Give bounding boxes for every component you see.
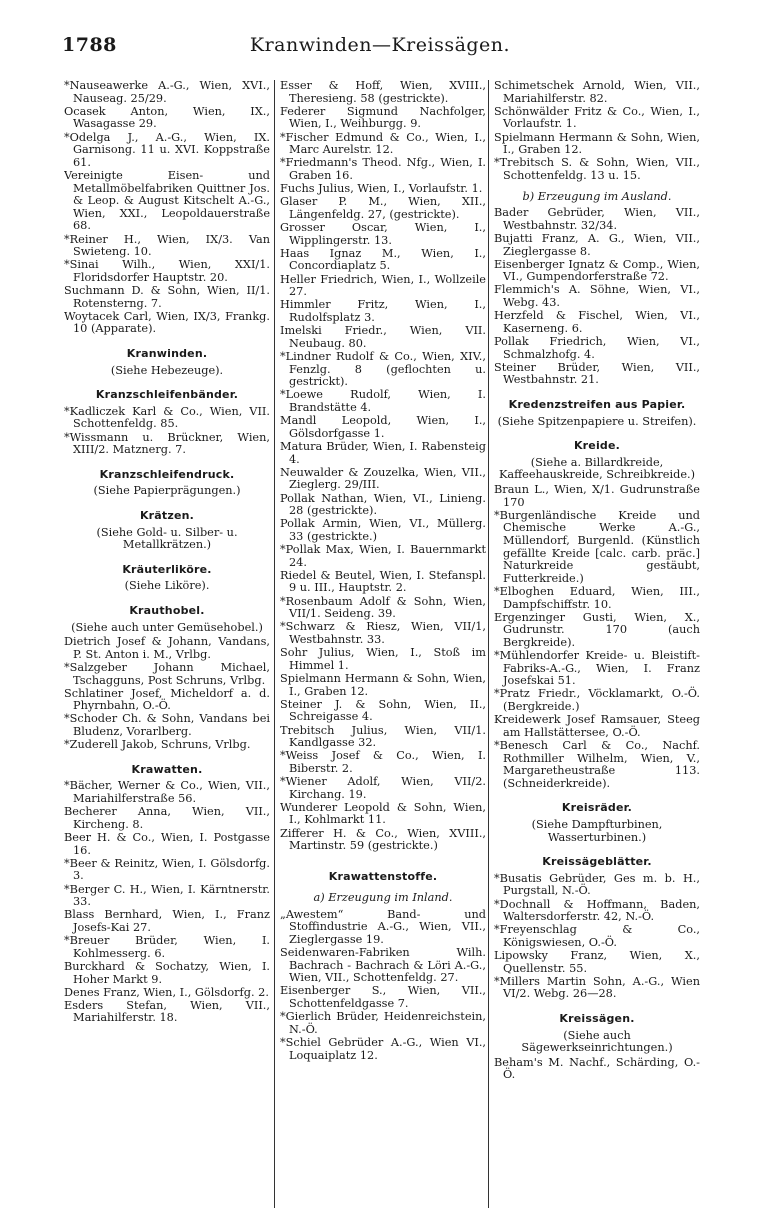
cross-reference-note: (Siehe auch unter Gemüsehobel.) (71, 620, 263, 634)
column-2 (280, 80, 486, 1220)
directory-entry: *Friedmann's Theod. Nfg., Wien, I. Graben 16. (280, 156, 486, 182)
directory-entry: Herzfeld & Fischel, Wien, VI., Kaserneng. 6. (494, 309, 700, 335)
directory-entry: *Dochnall & Hoffmann, Baden, Waltersdorferstr. 42, N.-Ö. (494, 897, 700, 924)
column-1 (64, 80, 270, 1220)
directory-entry: *Salzgeber Johann Michael, Tschagguns, Post Schruns, Vrlbg. (64, 660, 270, 687)
cross-reference-note: (Siehe a. Billardkreide, Kaffeehauskreide, Schreibkreide.) (498, 455, 696, 482)
column-divider (488, 80, 489, 1208)
directory-entry: Steiner J. & Sohn, Wien, II., Schreigasse 4. (280, 697, 486, 724)
directory-entry: Haas Ignaz M., Wien, I., Concordiaplatz 5. (280, 246, 486, 273)
column-divider (274, 80, 275, 1208)
directory-entry: Wunderer Leopold & Sohn, Wien, I., Kohlmarkt 11. (280, 800, 486, 827)
page-number: 1788 (62, 34, 117, 56)
directory-entry: *Busatis Gebrüder, Ges m. b. H., Purgstall, N.-Ö. (494, 871, 700, 898)
directory-entry: Flemmich's A. Söhne, Wien, VI., Webg. 43. (494, 283, 700, 310)
directory-entry: *Beer & Reinitz, Wien, I. Gölsdorfg. 3. (64, 856, 270, 883)
directory-entry: Beer H. & Co., Wien, I. Postgasse 16. (64, 831, 270, 857)
directory-entry: Eisenberger Ignatz & Comp., Wien, VI., Gumpendorferstraße 72. (494, 257, 700, 284)
directory-entry: *Lindner Rudolf & Co., Wien, XIV., Fenzlg. 8 (geflochten u. gestrickt). (280, 350, 486, 389)
directory-entry: Himmler Fritz, Wien, I., Rudolfsplatz 3. (280, 298, 486, 325)
directory-entry: *Gierlich Brüder, Heidenreichstein, N.-Ö. (280, 1010, 486, 1036)
section-heading: Kredenzstreifen aus Papier. (508, 398, 686, 411)
directory-entry: Spielmann Hermann & Sohn, Wien, I., Graben 12. (494, 130, 700, 157)
directory-entry: Burckhard & Sochatzy, Wien, I. Hoher Markt 9. (64, 959, 270, 986)
directory-entry: Kreidewerk Josef Ramsauer, Steeg am Hallstättersee, O.-Ö. (494, 713, 700, 739)
directory-entry: *Freyenschlag & Co., Königswiesen, O.-Ö. (494, 923, 700, 949)
directory-entry: Dietrich Josef & Johann, Vandans, P. St. Anton i. M., Vrlbg. (64, 635, 270, 661)
section-heading: Kreissägeblätter. (542, 855, 652, 869)
directory-entry: Bujatti Franz, A. G., Wien, VII., Zieglergasse 8. (494, 231, 700, 258)
directory-entry: *Berger C. H., Wien, I. Kärntnerstr. 33. (64, 882, 270, 909)
directory-entry: Heller Friedrich, Wien, I., Wollzeile 27. (280, 272, 486, 299)
directory-entry: Braun L., Wien, X/1. Gudrunstraße 170 (494, 482, 700, 509)
section-heading: Kranwinden. (126, 347, 208, 361)
directory-entry: Schönwälder Fritz & Co., Wien, I., Vorlaufstr. 1. (494, 104, 700, 131)
directory-entry: Seidenwaren-Fabriken Wilh. Bachrach - Bachrach & Löri A.-G., Wien, VII., Schottenfeldg. 27. (280, 946, 486, 985)
directory-entry: *Schwarz & Riesz, Wien, VII/1, Westbahnstr. 33. (280, 620, 486, 646)
directory-entry: *Loewe Rudolf, Wien, I. Brandstätte 4. (280, 388, 486, 414)
spacer (280, 853, 486, 859)
directory-entry: *Wissmann u. Brückner, Wien, XIII/2. Matznerg. 7. (64, 430, 270, 457)
directory-entry: Imelski Friedr., Wien, VII. Neubaug. 80. (280, 324, 486, 350)
section-heading: Krawattenstoffe. (328, 870, 438, 884)
directory-entry: Federer Sigmund Nachfolger, Wien, I., Weihburgg. 9. (280, 104, 486, 131)
cross-reference-note: (Siehe Papierprägungen.) (93, 484, 241, 498)
directory-entry: Schlatiner Josef, Micheldorf a. d. Phyrnbahn, O.-Ö. (64, 686, 270, 713)
directory-entry: Fuchs Julius, Wien, I., Vorlaufstr. 1. (280, 182, 483, 196)
directory-entry: Riedel & Beutel, Wien, I. Stefanspl. 9 u. III., Hauptstr. 2. (280, 568, 486, 595)
directory-entry: Glaser P. M., Wien, XII., Längenfeldg. 27, (gestrickte). (280, 195, 486, 221)
directory-entry: Pollak Nathan, Wien, VI., Linieng. 28 (gestrickte). (280, 491, 486, 518)
directory-entry: Matura Brüder, Wien, I. Rabensteig 4. (280, 439, 486, 466)
section-heading: Krawatten. (131, 762, 203, 776)
page-title: Kranwinden—Kreissägen. (249, 34, 511, 56)
directory-entry: Beham's M. Nachf., Schärding, O.-Ö. (494, 1055, 700, 1082)
directory-entry: Woytacek Carl, Wien, IX/3, Frankg. 10 (Apparate). (64, 309, 270, 336)
directory-entry: *Pollak Max, Wien, I. Bauernmarkt 24. (280, 543, 486, 569)
section-heading: Kreisräder. (561, 801, 633, 815)
directory-entry: *Schoder Ch. & Sohn, Vandans bei Bludenz, Vorarlberg. (64, 712, 270, 739)
directory-entry: Pollak Friedrich, Wien, VI., Schmalzhofg. 4. (494, 335, 700, 361)
section-heading: Kranzschleifenbänder. (95, 388, 239, 402)
directory-entry: Sohr Julius, Wien, I., Stoß im Himmel 1. (280, 646, 486, 672)
directory-entry: *Mühlendorfer Kreide- u. Bleistift-Fabriks-A.-G., Wien, I. Franz Josefskai 51. (494, 649, 700, 688)
directory-entry: *Burgenländische Kreide und Chemische Werke A.-G., Müllendorf, Burgenld. (Künstlich gefällte Kreide [calc. carb. präc.] Naturkreide gestäubt, Futterkreide.) (494, 508, 700, 585)
directory-entry: Ergenzinger Gusti, Wien, X., Gudrunstr. 170 (auch Bergkreide). (494, 610, 700, 649)
cross-reference-note: (Siehe auch Sägewerkseinrichtungen.) (521, 1028, 673, 1055)
directory-entry: Neuwalder & Zouzelka, Wien, VII., Zieglerg. 29/III. (280, 465, 486, 492)
section-heading: Kreissägen. (559, 1012, 635, 1026)
directory-entry: *Bächer, Werner & Co., Wien, VII., Mariahilferstraße 56. (64, 779, 270, 806)
section-heading: Kreide. (573, 439, 621, 453)
section-heading: Kräuterliköre. (122, 562, 212, 576)
directory-entry: Schimetschek Arnold, Wien, VII., Mariahilferstr. 82. (494, 80, 700, 105)
directory-entry: *Breuer Brüder, Wien, I. Kohlmesserg. 6. (64, 934, 270, 960)
directory-entry: Lipowsky Franz, Wien, X., Quellenstr. 55. (494, 949, 700, 975)
directory-entry: *Zuderell Jakob, Schruns, Vrlbg. (64, 738, 251, 752)
cross-reference-note: (Siehe Dampfturbinen, Wasserturbinen.) (531, 817, 663, 844)
directory-entry: Denes Franz, Wien, I., Gölsdorfg. 2. (64, 985, 269, 999)
section-heading: Kranzschleifendruck. (99, 467, 235, 481)
page-header (0, 32, 760, 68)
directory-entry: Blass Bernhard, Wien, I., Franz Josefs-Kai 27. (64, 908, 270, 934)
directory-entry: *Millers Martin Sohn, A.-G., Wien VI/2. Webg. 26—28. (494, 974, 700, 1001)
directory-entry: Mandl Leopold, Wien, I., Gölsdorfgasse 1. (280, 414, 486, 440)
directory-entry: Spielmann Hermann & Sohn, Wien, I., Graben 12. (280, 671, 486, 698)
directory-entry: „Awestem“ Band- und Stoffindustrie A.-G., Wien, VII., Zieglergasse 19. (280, 907, 486, 946)
directory-entry: *Sinai Wilh., Wien, XXI/1. Floridsdorfer Hauptstr. 20. (64, 258, 270, 284)
directory-entry: Suchmann D. & Sohn, Wien, II/1. Rotensterng. 7. (64, 284, 270, 310)
directory-entry: Esders Stefan, Wien, VII., Mariahilferstr. 18. (64, 998, 270, 1025)
cross-reference-note: (Siehe Liköre). (124, 579, 210, 593)
directory-entry: *Trebitsch S. & Sohn, Wien, VII., Schottenfeldg. 13 u. 15. (494, 156, 700, 182)
directory-entry: *Schiel Gebrüder A.-G., Wien VI., Loquaiplatz 12. (280, 1035, 486, 1062)
directory-entry: Esser & Hoff, Wien, XVIII., Theresieng. 58 (gestrickte). (280, 80, 486, 105)
cross-reference-note: (Siehe Hebezeuge). (110, 363, 224, 377)
subsection-heading: a) Erzeugung im Inland. (313, 891, 453, 905)
directory-entry: *Kadliczek Karl & Co., Wien, VII. Schottenfeldg. 85. (64, 404, 270, 431)
directory-entry: *Benesch Carl & Co., Nachf. Rothmiller Wilhelm, Wien, V., Margaretheustraße 113. (Schneiderkreide). (494, 739, 700, 790)
cross-reference-note: (Siehe Spitzenpapiere u. Streifen). (497, 414, 697, 428)
directory-entry: Eisenberger S., Wien, VII., Schottenfeldgasse 7. (280, 984, 486, 1010)
directory-entry: Trebitsch Julius, Wien, VII/1. Kandlgasse 32. (280, 723, 486, 750)
cross-reference-note: (Siehe Gold- u. Silber- u. Metallkrätzen.) (96, 525, 238, 552)
directory-entry: Vereinigte Eisen- und Metallmöbelfabriken Quittner Jos. & Leop. & August Kitschelt A.-G., Wien, XXI., Leopoldauerstraße 68. (64, 168, 270, 233)
directory-entry: *Rosenbaum Adolf & Sohn, Wien, VII/1. Seideng. 39. (280, 594, 486, 621)
directory-entry: Bader Gebrüder, Wien, VII., Westbahnstr. 32/34. (494, 206, 700, 232)
directory-entry: *Pratz Friedr., Vöcklamarkt, O.-Ö. (Bergkreide.) (494, 687, 700, 714)
directory-entry: Becherer Anna, Wien, VII., Kircheng. 8. (64, 805, 270, 831)
directory-entry: Ocasek Anton, Wien, IX., Wasagasse 29. (64, 104, 270, 131)
directory-entry: *Weiss Josef & Co., Wien, I. Biberstr. 2. (280, 749, 486, 775)
directory-entry: *Wiener Adolf, Wien, VII/2. Kirchang. 19. (280, 775, 486, 801)
directory-entry: *Reiner H., Wien, IX/3. Van Swieteng. 10. (64, 232, 270, 259)
section-heading: Krätzen. (139, 508, 195, 522)
directory-entry: *Nauseawerke A.-G., Wien, XVI., Nauseag. 25/29. (64, 80, 270, 105)
directory-entry: *Elboghen Eduard, Wien, III., Dampfschiffstr. 10. (494, 584, 700, 611)
column-3 (494, 80, 700, 1220)
directory-entry: Steiner Brüder, Wien, VII., Westbahnstr. 21. (494, 360, 700, 387)
directory-entry: Grosser Oscar, Wien, I., Wipplingerstr. 13. (280, 221, 486, 247)
section-heading: Krauthobel. (129, 603, 205, 617)
directory-entry: Pollak Armin, Wien, VI., Müllerg. 33 (gestrickte.) (280, 517, 486, 543)
directory-entry: Zifferer H. & Co., Wien, XVIII., Martinstr. 59 (gestrickte.) (280, 826, 486, 853)
directory-entry: *Fischer Edmund & Co., Wien, I., Marc Aurelstr. 12. (280, 130, 486, 157)
directory-entry: *Odelga J., A.-G., Wien, IX. Garnisong. 11 u. XVI. Koppstraße 61. (64, 130, 270, 169)
subsection-heading: b) Erzeugung im Ausland. (522, 189, 672, 203)
